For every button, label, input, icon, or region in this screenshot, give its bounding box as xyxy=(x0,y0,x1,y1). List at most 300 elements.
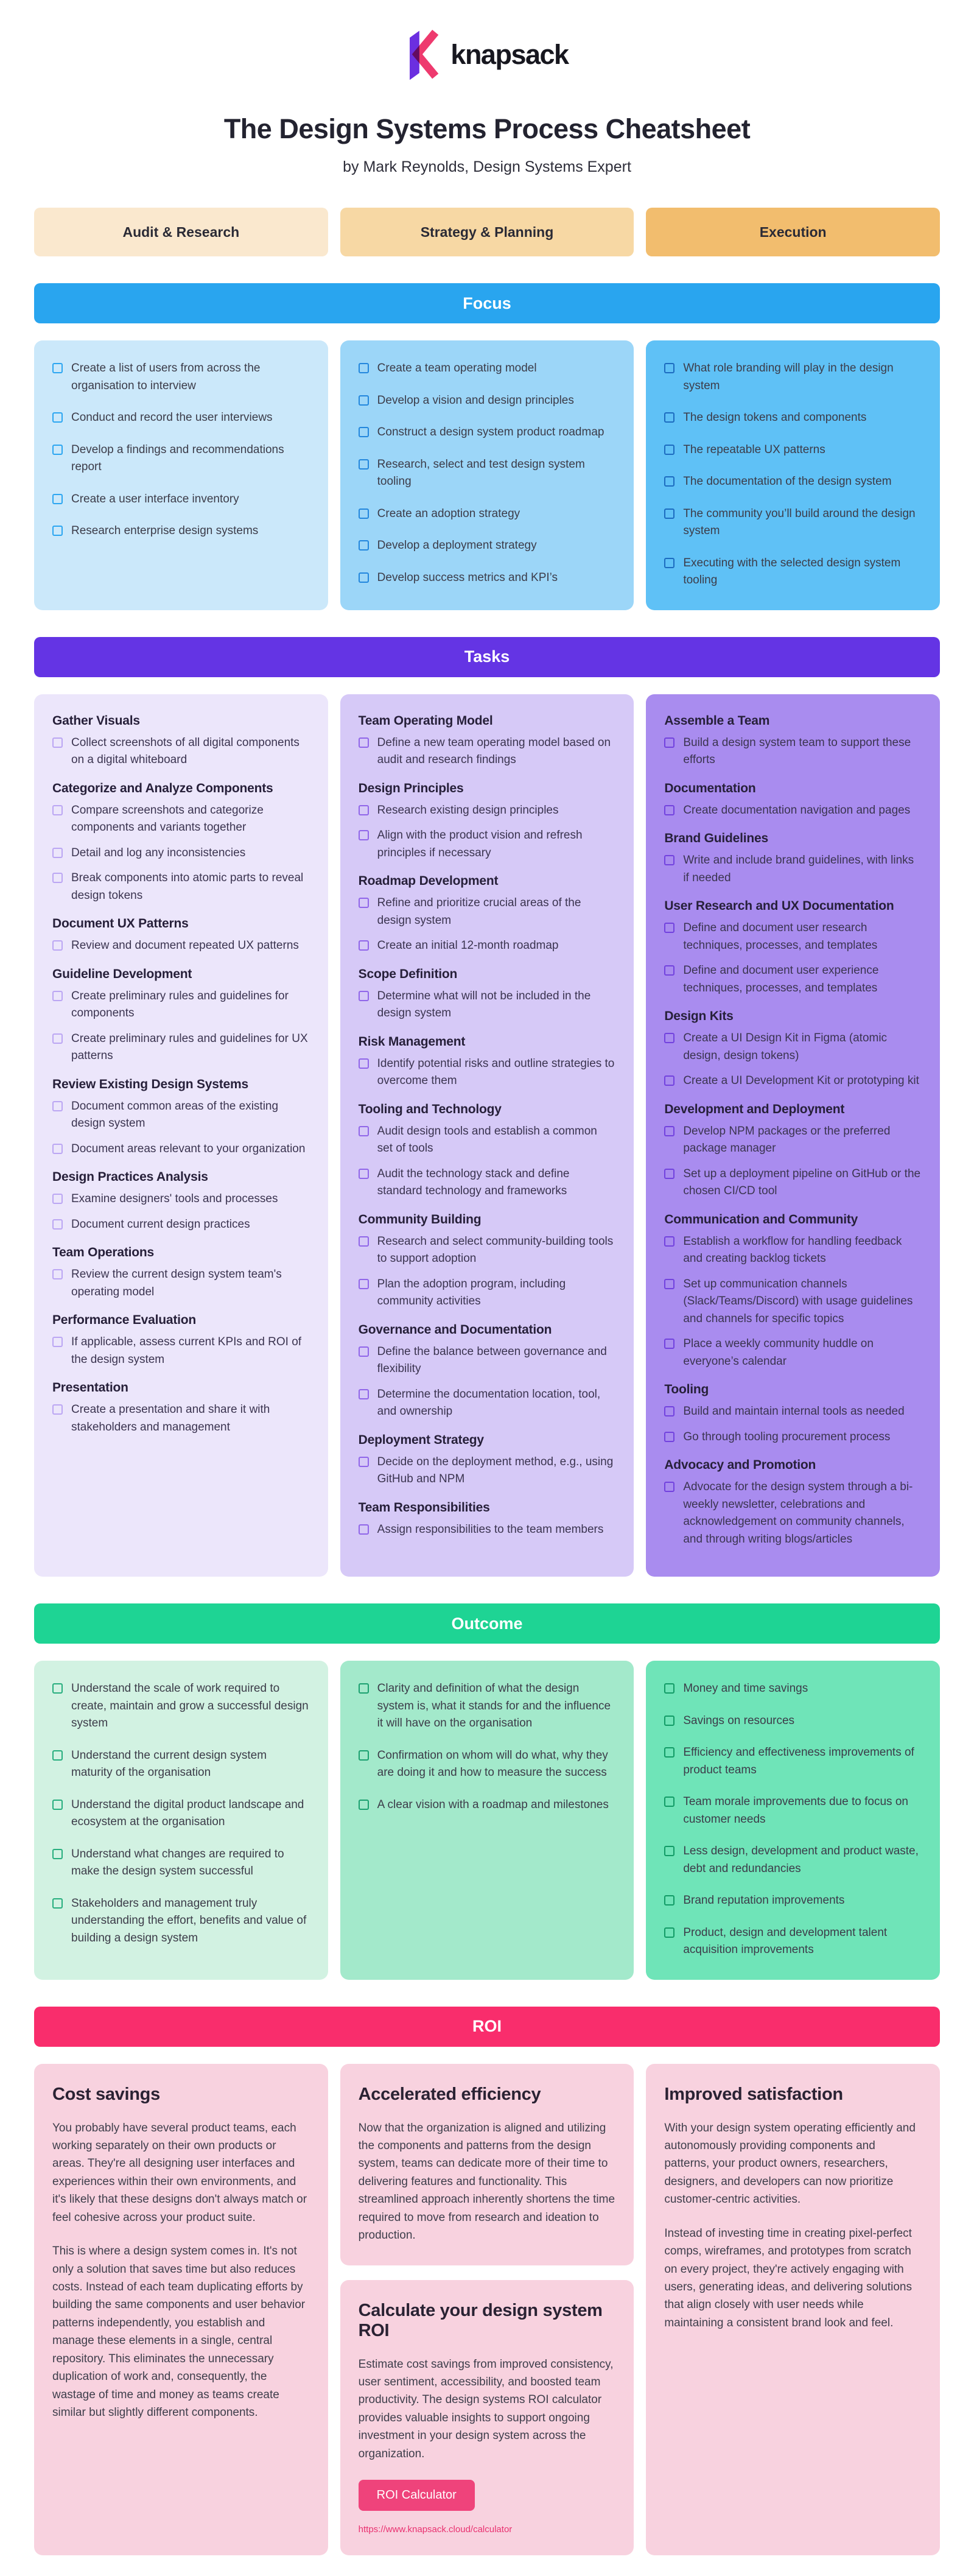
task-group-heading: Presentation xyxy=(52,1381,128,1395)
checklist-item xyxy=(52,1401,310,1436)
checkbox-icon[interactable] xyxy=(359,427,369,437)
checklist-item xyxy=(52,523,310,540)
roi-card-paragraph: This is where a design system comes in. It's not only a solution that saves time but also reduces costs. Instead of each team duplicating efforts by building the same components and user behavior patterns independently, you establish and manage these elements in a single, central repository. This eliminates the unnecessary duplication of work and, consequently, the wastage of time and money as teams create similar but slightly different components. xyxy=(52,2245,306,2419)
checklist-item xyxy=(359,1343,616,1378)
task-group-heading: Scope Definition xyxy=(358,966,458,981)
checkbox-icon[interactable] xyxy=(359,805,369,815)
checklist-item-label: Advocate for the design system through a bi-weekly newsletter, celebrations and acknowledgement on community channels, and through writing blogs/articles xyxy=(683,1480,913,1546)
checklist-item xyxy=(52,1895,310,1948)
task-group-heading: Assemble a Team xyxy=(664,713,770,728)
checkbox-icon[interactable] xyxy=(664,1169,674,1179)
checkbox-icon[interactable] xyxy=(52,737,63,748)
checklist-item xyxy=(664,1479,922,1548)
task-group-heading: Brand Guidelines xyxy=(664,831,768,845)
task-group-heading: Development and Deployment xyxy=(664,1102,845,1116)
checkbox-icon[interactable] xyxy=(52,1269,63,1279)
checkbox-icon[interactable] xyxy=(52,494,63,504)
checkbox-icon[interactable] xyxy=(664,445,674,455)
checklist-item xyxy=(52,802,310,837)
checklist-item xyxy=(52,1216,310,1234)
roi-card-heading: Accelerated efficiency xyxy=(358,2084,541,2104)
checkbox-icon[interactable] xyxy=(664,1482,674,1492)
checklist-item xyxy=(52,734,310,769)
checklist-item xyxy=(52,1680,310,1733)
tasks-section-banner: Tasks xyxy=(34,637,940,677)
checklist-item-label: Refine and prioritize crucial areas of the design system xyxy=(377,896,581,927)
checkbox-icon[interactable] xyxy=(359,737,369,748)
checklist-item xyxy=(664,1680,922,1698)
checkbox-icon[interactable] xyxy=(359,940,369,951)
phase-header-execution: Execution xyxy=(646,208,940,256)
checklist-item-label: Develop a deployment strategy xyxy=(377,539,537,552)
checklist-item-label: Create preliminary rules and guidelines for UX patterns xyxy=(71,1032,308,1062)
checklist-item xyxy=(359,1680,616,1733)
phase-header-row xyxy=(34,208,940,256)
checkbox-icon[interactable] xyxy=(52,1194,63,1204)
checkbox-icon[interactable] xyxy=(52,1898,63,1909)
checklist-item xyxy=(359,827,616,862)
checklist-item-label: Build and maintain internal tools as needed xyxy=(683,1405,905,1418)
checklist-item-label: Create a presentation and share it with stakeholders and management xyxy=(71,1403,270,1434)
checklist-item-label: Define the balance between governance and flexibility xyxy=(377,1345,607,1375)
checklist-item-label: Develop NPM packages or the preferred package manager xyxy=(683,1124,891,1155)
checkbox-icon[interactable] xyxy=(52,1404,63,1415)
checkbox-icon[interactable] xyxy=(52,873,63,883)
checklist-item-label: What role branding will play in the design system xyxy=(683,362,894,392)
checklist-item xyxy=(52,1797,310,1831)
checklist-item xyxy=(359,895,616,929)
checklist-item-label: Research enterprise design systems xyxy=(71,524,259,537)
checklist-item-label: Decide on the deployment method, e.g., using GitHub and NPM xyxy=(377,1455,614,1485)
checklist-item-label: The design tokens and components xyxy=(683,411,867,424)
checkbox-icon[interactable] xyxy=(664,1126,674,1136)
roi-card-paragraph: You probably have several product teams, each working separately on their own products or areas. They're all designing user interfaces and experiences within their own environments, and it's likely that these designs don't always match or feel cohesive across your product suite. xyxy=(52,2121,307,2224)
checklist-item xyxy=(664,1744,922,1779)
checkbox-icon[interactable] xyxy=(664,363,674,373)
task-group-heading: Governance and Documentation xyxy=(358,1322,552,1337)
task-group-heading: Community Building xyxy=(358,1212,482,1226)
checklist-item xyxy=(664,1233,922,1268)
checklist-item xyxy=(664,962,922,997)
checkbox-icon[interactable] xyxy=(359,395,369,406)
checklist-item xyxy=(359,424,616,442)
checklist-item xyxy=(359,456,616,491)
checklist-item xyxy=(664,1166,922,1200)
task-group-heading: Advocacy and Promotion xyxy=(664,1458,816,1472)
checklist-item-label: Create a user interface inventory xyxy=(71,492,239,505)
checklist-item-label: Audit design tools and establish a common set of tools xyxy=(377,1124,597,1155)
checklist-item-label: A clear vision with a roadmap and milestones xyxy=(377,1798,609,1811)
checkbox-icon[interactable] xyxy=(359,1389,369,1399)
task-group-heading: Tooling and Technology xyxy=(358,1102,502,1116)
checkbox-icon[interactable] xyxy=(52,445,63,455)
checklist-item xyxy=(664,1030,922,1065)
checklist-item xyxy=(359,1233,616,1268)
checklist-item xyxy=(664,505,922,540)
focus-card-strategy-planning xyxy=(340,340,634,610)
checkbox-icon[interactable] xyxy=(52,1144,63,1154)
checklist-item xyxy=(664,1892,922,1910)
roi-card-heading: Improved satisfaction xyxy=(664,2084,843,2104)
checkbox-icon[interactable] xyxy=(359,1683,369,1694)
page-title: The Design Systems Process Cheatsheet xyxy=(223,113,751,144)
checklist-item-label: The community you’ll build around the design system xyxy=(683,507,916,537)
checklist-item xyxy=(52,1191,310,1208)
task-group-heading: Review Existing Design Systems xyxy=(52,1077,248,1091)
checkbox-icon[interactable] xyxy=(52,1337,63,1347)
outcome-card-execution xyxy=(646,1661,940,1980)
checklist-item-label: Define and document user research techniques, processes, and templates xyxy=(683,921,878,952)
checkbox-icon[interactable] xyxy=(52,363,63,373)
checklist-item-label: Create a UI Development Kit or prototyping kit xyxy=(683,1074,919,1087)
checklist-item-label: Identify potential risks and outline strategies to overcome them xyxy=(377,1057,615,1087)
checklist-item xyxy=(52,1846,310,1881)
checkbox-icon[interactable] xyxy=(664,923,674,933)
checklist-item xyxy=(359,505,616,523)
checklist-item xyxy=(664,409,922,427)
checklist-item xyxy=(359,1386,616,1421)
checklist-item-label: Construct a design system product roadmap xyxy=(377,426,604,438)
checklist-item xyxy=(359,1276,616,1311)
checkbox-icon[interactable] xyxy=(359,1346,369,1357)
task-group-heading: Deployment Strategy xyxy=(358,1432,484,1447)
checklist-item xyxy=(664,852,922,887)
checkbox-icon[interactable] xyxy=(664,737,674,748)
checklist-item-label: Build a design system team to support these efforts xyxy=(683,736,911,766)
checklist-item xyxy=(52,491,310,509)
checkbox-icon[interactable] xyxy=(664,1716,674,1726)
roi-card-paragraph: Instead of investing time in creating pixel-perfect comps, wireframes, and prototypes from scratch on every project, they're actively engaging with users, generating ideas, and delivering solutions that align closely with user needs while maintaining a consistent brand look and feel. xyxy=(664,2226,912,2329)
checklist-item-label: Efficiency and effectiveness improvements of product teams xyxy=(683,1746,914,1776)
checklist-item-label: Review and document repeated UX patterns xyxy=(71,939,299,952)
checklist-item-label: Develop success metrics and KPI’s xyxy=(377,571,558,584)
checklist-item xyxy=(359,734,616,769)
knapsack-logo-icon xyxy=(405,28,441,82)
checklist-item-label: Create a team operating model xyxy=(377,362,537,375)
checklist-item-label: Team morale improvements due to focus on customer needs xyxy=(683,1795,908,1826)
roi-card-paragraph: With your design system operating efficiently and autonomously providing components and patterns, your product owners, researchers, designers, and developers can now prioritize customer-centric activities. xyxy=(664,2121,916,2206)
roi-calculator-button[interactable]: ROI Calculator xyxy=(359,2480,475,2511)
checklist-item-label: Executing with the selected design system tooling xyxy=(683,556,901,586)
tasks-card-audit-research xyxy=(34,694,328,1577)
checkbox-icon[interactable] xyxy=(664,805,674,815)
checklist-item xyxy=(664,1276,922,1328)
task-group-heading: Design Kits xyxy=(664,1009,734,1023)
checkbox-icon[interactable] xyxy=(52,1849,63,1859)
outcome-card-audit-research xyxy=(34,1661,328,1980)
checklist-item-label: Less design, development and product waste, debt and redundancies xyxy=(683,1845,919,1875)
checklist-item xyxy=(359,1454,616,1488)
checklist-item xyxy=(664,1924,922,1959)
checkbox-icon[interactable] xyxy=(52,1219,63,1230)
focus-section-banner: Focus xyxy=(34,283,940,323)
checklist-item xyxy=(664,1429,922,1446)
page-subtitle: by Mark Reynolds, Design Systems Expert xyxy=(343,158,631,175)
checklist-item xyxy=(359,937,616,955)
knapsack-logo xyxy=(34,28,940,82)
checklist-item-label: Brand reputation improvements xyxy=(683,1894,845,1907)
focus-card-execution xyxy=(646,340,940,610)
checklist-item xyxy=(52,1747,310,1782)
checklist-item xyxy=(52,870,310,904)
checklist-item-label: Write and include brand guidelines, with links if needed xyxy=(683,854,914,884)
checklist-item xyxy=(52,1266,310,1301)
checklist-item xyxy=(664,1403,922,1421)
checklist-item-label: Develop a vision and design principles xyxy=(377,393,574,407)
focus-card-audit-research xyxy=(34,340,328,610)
checkbox-icon[interactable] xyxy=(359,1800,369,1810)
checkbox-icon[interactable] xyxy=(664,855,674,865)
roi-column-cost-savings xyxy=(34,2064,328,2556)
phase-header-strategy-planning: Strategy & Planning xyxy=(340,208,634,256)
roi-card-paragraph: Now that the organization is aligned and utilizing the components and patterns from the design system, teams can dedicate more of their time to delivering features and functionality. This streamlined approach inherently shortens the time required to move from research and ideation to production. xyxy=(358,2121,615,2242)
checklist-item xyxy=(664,1712,922,1730)
checkbox-icon[interactable] xyxy=(664,1339,674,1349)
checkbox-icon[interactable] xyxy=(664,1075,674,1086)
checklist-item xyxy=(52,1030,310,1065)
checklist-item xyxy=(359,1797,616,1814)
checklist-item xyxy=(664,1072,922,1090)
checklist-item-label: Audit the technology stack and define standard technology and frameworks xyxy=(377,1167,570,1197)
roi-column-improved-satisfaction xyxy=(646,2064,940,2556)
checklist-item xyxy=(359,802,616,820)
checkbox-icon[interactable] xyxy=(664,1683,674,1694)
checkbox-icon[interactable] xyxy=(359,1279,369,1289)
roi-calculator-link[interactable]: https://www.knapsack.cloud/calculator xyxy=(358,2524,513,2535)
checklist-item-label: Go through tooling procurement process xyxy=(683,1430,891,1443)
roi-section-banner: ROI xyxy=(34,2007,940,2047)
checklist-item xyxy=(359,1055,616,1090)
checkbox-icon[interactable] xyxy=(359,1524,369,1535)
checklist-item-label: Understand the digital product landscape and ecosystem at the organisation xyxy=(71,1798,304,1828)
checklist-item-label: Research and select community-building tools to support adoption xyxy=(377,1234,614,1265)
checklist-item-label: Money and time savings xyxy=(683,1682,808,1695)
knapsack-logo-wordmark: knapsack xyxy=(450,39,569,70)
checklist-item-label: Create a UI Design Kit in Figma (atomic design, design tokens) xyxy=(683,1032,888,1062)
task-group-heading: Document UX Patterns xyxy=(52,917,189,931)
task-group-heading: Team Operations xyxy=(52,1245,154,1259)
checklist-item-label: Document common areas of the existing design system xyxy=(71,1099,279,1130)
checklist-item xyxy=(359,1166,616,1200)
checkbox-icon[interactable] xyxy=(359,1126,369,1136)
checklist-item xyxy=(664,1793,922,1828)
checkbox-icon[interactable] xyxy=(664,1747,674,1758)
checklist-item-label: Stakeholders and management truly understanding the effort, benefits and value of building a design system xyxy=(71,1896,307,1944)
checkbox-icon[interactable] xyxy=(664,1797,674,1807)
checklist-item xyxy=(359,988,616,1022)
task-group-heading: Team Operating Model xyxy=(358,713,493,728)
checklist-item-label: The documentation of the design system xyxy=(683,475,892,488)
checklist-item xyxy=(52,442,310,476)
checklist-item xyxy=(664,1123,922,1158)
checkbox-icon[interactable] xyxy=(359,363,369,373)
checkbox-icon[interactable] xyxy=(664,558,674,568)
checkbox-icon[interactable] xyxy=(359,1750,369,1761)
checklist-item-label: Understand what changes are required to make the design system successful xyxy=(71,1847,284,1877)
checklist-item-label: Create a list of users from across the organisation to interview xyxy=(71,362,261,392)
checkbox-icon[interactable] xyxy=(359,540,369,551)
checklist-item-label: Research existing design principles xyxy=(377,803,559,817)
checkbox-icon[interactable] xyxy=(52,805,63,815)
checklist-item-label: The repeatable UX patterns xyxy=(683,443,825,456)
checklist-item-label: Collect screenshots of all digital components on a digital whiteboard xyxy=(71,736,300,766)
phase-header-audit-research: Audit & Research xyxy=(34,208,328,256)
checkbox-icon[interactable] xyxy=(52,848,63,858)
checklist-item xyxy=(664,1843,922,1877)
checkbox-icon[interactable] xyxy=(52,1101,63,1111)
checklist-item-label: Determine what will not be included in the design system xyxy=(377,989,591,1019)
roi-cards-row xyxy=(34,2064,940,2556)
checklist-item xyxy=(664,734,922,769)
checklist-item xyxy=(664,802,922,820)
task-group-heading: Categorize and Analyze Components xyxy=(52,781,273,795)
checkbox-icon[interactable] xyxy=(359,1457,369,1467)
checklist-item xyxy=(52,845,310,862)
checklist-item-label: Create preliminary rules and guidelines for components xyxy=(71,989,289,1019)
checklist-item-label: Set up communication channels (Slack/Teams/Discord) with usage guidelines and channels for specific topics xyxy=(683,1277,913,1325)
task-group-heading: Gather Visuals xyxy=(52,713,140,728)
checklist-item xyxy=(664,360,922,395)
checklist-item xyxy=(359,537,616,555)
checklist-item-label: Understand the scale of work required to create, maintain and grow a successful design system xyxy=(71,1682,309,1730)
roi-card-heading: Calculate your design system ROI xyxy=(358,2300,603,2340)
checklist-item-label: Create an initial 12-month roadmap xyxy=(377,939,559,952)
task-group-heading: Guideline Development xyxy=(52,966,192,981)
checklist-item-label: Document current design practices xyxy=(71,1217,250,1231)
checklist-item xyxy=(52,360,310,395)
tasks-cards-row xyxy=(34,694,940,1577)
checklist-item-label: Product, design and development talent acquisition improvements xyxy=(683,1926,888,1956)
checkbox-icon[interactable] xyxy=(52,991,63,1001)
checklist-item-label: Create documentation navigation and pages xyxy=(683,803,911,817)
task-group-heading: Tooling xyxy=(664,1382,709,1396)
checkbox-icon[interactable] xyxy=(664,1895,674,1906)
checklist-item-label: Define a new team operating model based on audit and research findings xyxy=(377,736,611,766)
checklist-item xyxy=(664,473,922,491)
checkbox-icon[interactable] xyxy=(664,412,674,423)
checklist-item xyxy=(359,1521,616,1539)
checklist-item xyxy=(664,555,922,589)
checklist-item-label: Define and document user experience techniques, processes, and templates xyxy=(683,964,879,994)
focus-cards-row xyxy=(34,340,940,610)
checklist-item-label: Place a weekly community huddle on everyone’s calendar xyxy=(683,1337,874,1368)
checkbox-icon[interactable] xyxy=(664,1236,674,1247)
checkbox-icon[interactable] xyxy=(359,1169,369,1179)
task-group-heading: Design Practices Analysis xyxy=(52,1170,208,1184)
checkbox-icon[interactable] xyxy=(52,1033,63,1044)
checklist-item xyxy=(664,442,922,459)
checkbox-icon[interactable] xyxy=(664,1432,674,1442)
checklist-item xyxy=(52,1334,310,1368)
task-group-heading: Performance Evaluation xyxy=(52,1313,197,1327)
task-group-heading: Risk Management xyxy=(358,1034,466,1049)
checklist-item xyxy=(52,1098,310,1133)
checklist-item xyxy=(52,1141,310,1158)
checklist-item-label: Understand the current design system maturity of the organisation xyxy=(71,1748,267,1779)
checklist-item xyxy=(52,409,310,427)
outcome-card-strategy-planning xyxy=(340,1661,634,1980)
checkbox-icon[interactable] xyxy=(359,509,369,519)
roi-card-heading: Cost savings xyxy=(52,2084,160,2104)
checklist-item-label: Clarity and definition of what the design system is, what it stands for and the influence it will have on the organisation xyxy=(377,1682,611,1730)
checklist-item xyxy=(359,360,616,378)
checklist-item-label: Break components into atomic parts to reveal design tokens xyxy=(71,871,304,902)
checklist-item-label: Examine designers' tools and processes xyxy=(71,1192,278,1205)
checkbox-icon[interactable] xyxy=(664,1279,674,1289)
checklist-item-label: Establish a workflow for handling feedback and creating backlog tickets xyxy=(683,1234,902,1265)
checkbox-icon[interactable] xyxy=(52,526,63,536)
checkbox-icon[interactable] xyxy=(359,830,369,840)
roi-card xyxy=(340,2064,634,2265)
checkbox-icon[interactable] xyxy=(664,1846,674,1856)
task-group-heading: Communication and Community xyxy=(664,1212,858,1226)
checklist-item xyxy=(359,1747,616,1782)
checklist-item xyxy=(664,920,922,954)
checkbox-icon[interactable] xyxy=(359,459,369,470)
checklist-item-label: Align with the product vision and refresh principles if necessary xyxy=(377,829,583,859)
outcome-cards-row xyxy=(34,1661,940,1980)
checklist-item-label: Plan the adoption program, including community activities xyxy=(377,1277,566,1307)
checklist-item-label: Review the current design system team's operating model xyxy=(71,1268,282,1298)
checklist-item xyxy=(52,937,310,955)
checklist-item-label: Savings on resources xyxy=(683,1714,795,1727)
checkbox-icon[interactable] xyxy=(52,940,63,951)
checklist-item-label: Conduct and record the user interviews xyxy=(71,411,273,424)
checklist-item-label: Document areas relevant to your organization xyxy=(71,1142,306,1155)
checklist-item xyxy=(359,569,616,587)
checklist-item-label: Develop a findings and recommendations report xyxy=(71,443,284,473)
task-group-heading: Documentation xyxy=(664,781,756,795)
task-group-heading: Team Responsibilities xyxy=(358,1500,490,1515)
checklist-item-label: Set up a deployment pipeline on GitHub or the chosen CI/CD tool xyxy=(683,1167,921,1197)
checklist-item-label: Determine the documentation location, tool, and ownership xyxy=(377,1387,601,1418)
checkbox-icon[interactable] xyxy=(52,1750,63,1761)
checklist-item-label: Assign responsibilities to the team members xyxy=(377,1522,604,1536)
roi-column-accelerated-efficiency xyxy=(340,2064,634,2556)
tasks-card-execution xyxy=(646,694,940,1577)
checkbox-icon[interactable] xyxy=(52,1683,63,1694)
checkbox-icon[interactable] xyxy=(664,965,674,976)
checkbox-icon[interactable] xyxy=(52,1800,63,1810)
checklist-item-label: If applicable, assess current KPIs and ROI of the design system xyxy=(71,1336,302,1366)
checkbox-icon[interactable] xyxy=(359,1058,369,1069)
checkbox-icon[interactable] xyxy=(664,1033,674,1043)
checkbox-icon[interactable] xyxy=(52,412,63,423)
checklist-item-label: Create an adoption strategy xyxy=(377,507,520,520)
checkbox-icon[interactable] xyxy=(664,1927,674,1938)
checklist-item xyxy=(359,392,616,410)
task-group-heading: Roadmap Development xyxy=(358,874,499,888)
checkbox-icon[interactable] xyxy=(359,898,369,908)
roi-card xyxy=(34,2064,328,2556)
checkbox-icon[interactable] xyxy=(664,1406,674,1416)
checklist-item xyxy=(52,988,310,1022)
checklist-item-label: Detail and log any inconsistencies xyxy=(71,846,246,859)
task-group-heading: Design Principles xyxy=(358,781,464,795)
roi-card xyxy=(340,2280,634,2556)
checklist-item-label: Confirmation on whom will do what, why they are doing it and how to measure the success xyxy=(377,1748,608,1779)
checkbox-icon[interactable] xyxy=(359,991,369,1001)
checkbox-icon[interactable] xyxy=(359,572,369,583)
checklist-item-label: Compare screenshots and categorize components and variants together xyxy=(71,803,264,834)
checklist-item xyxy=(359,1123,616,1158)
tasks-card-strategy-planning xyxy=(340,694,634,1577)
checkbox-icon[interactable] xyxy=(664,509,674,519)
checklist-item xyxy=(664,1336,922,1370)
checkbox-icon[interactable] xyxy=(664,476,674,487)
checkbox-icon[interactable] xyxy=(359,1236,369,1247)
roi-card xyxy=(646,2064,940,2556)
